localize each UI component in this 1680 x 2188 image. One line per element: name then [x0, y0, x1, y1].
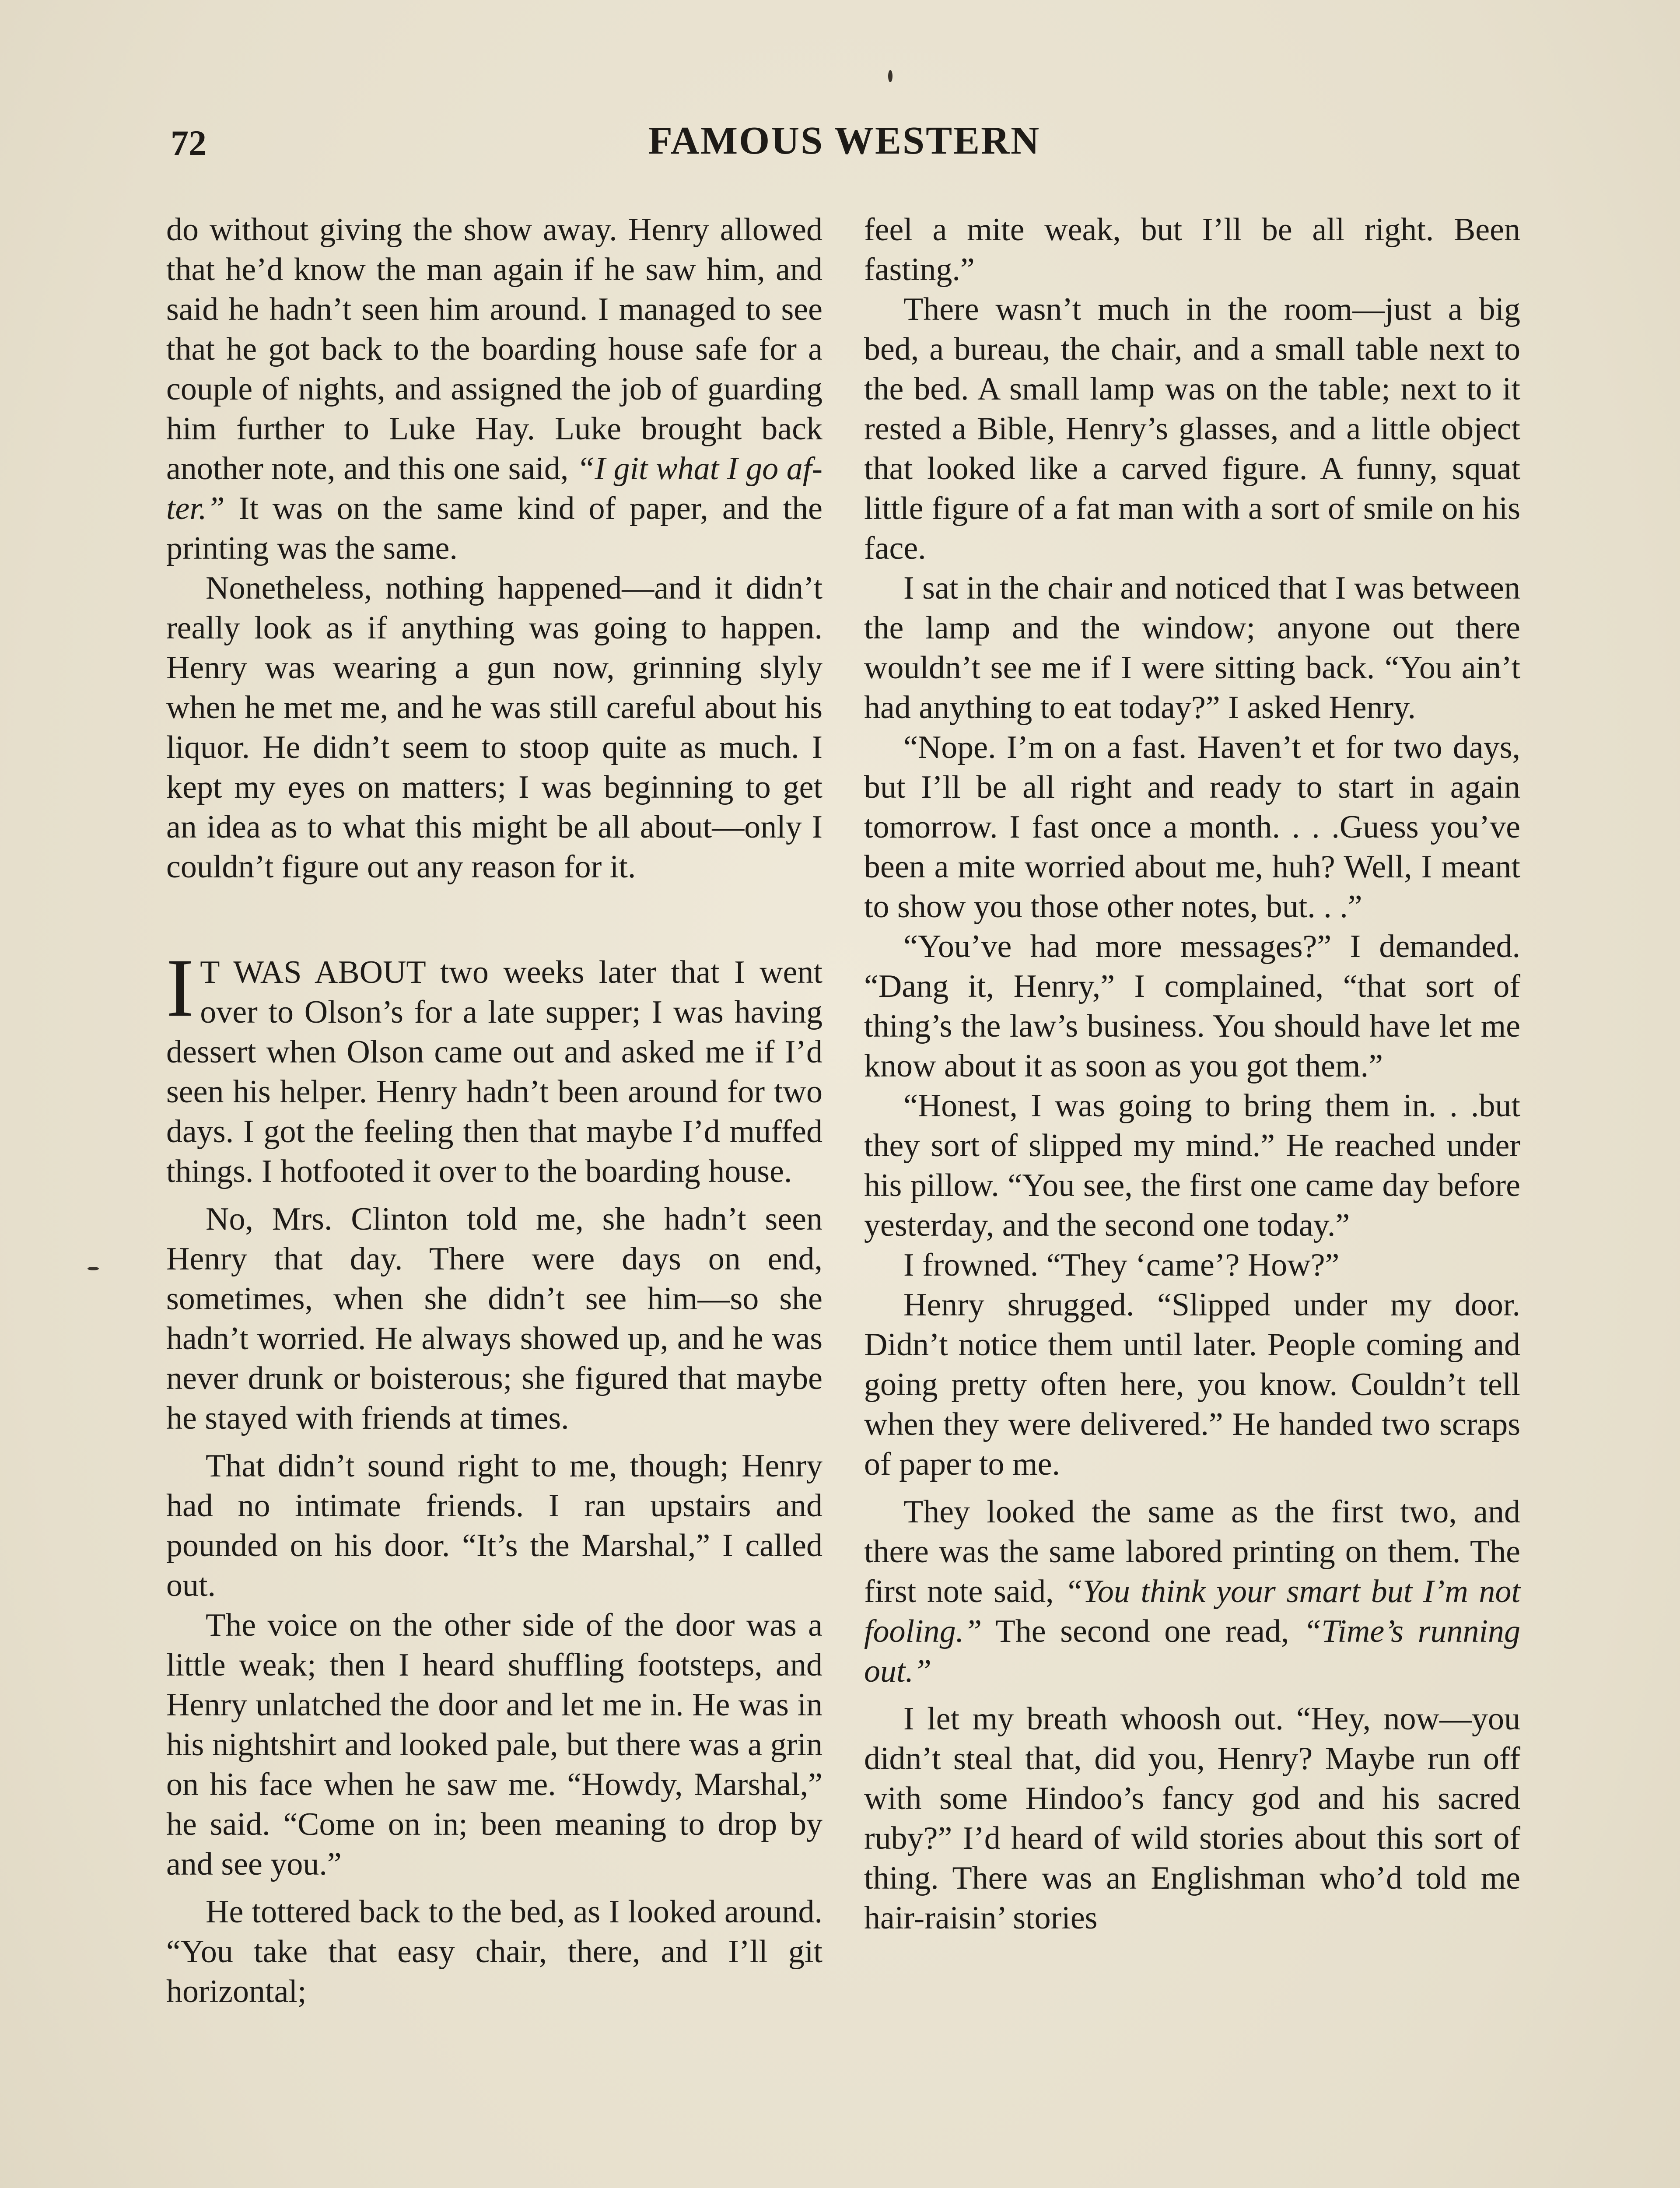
paragraph: feel a mite weak, but I’ll be all right. Been fasting.”	[864, 212, 1520, 288]
paragraph: do without giving the show away. Henry allowed that he’d know the man again if he saw him, and said he hadn’t seen him around. I managed to see that he got back to the boarding house safe for a couple of nights, and assigned the job of guarding him further to Luke Hay. Luke brought back another note, and this one said, “I git what I go after.” It was on the same kind of paper, and the printing was the same.	[166, 212, 822, 566]
right-column	[864, 210, 1520, 1938]
paragraph: “Nope. I’m on a fast. Haven’t et for two days, but I’ll be all right and ready to start in again tomorrow. I fast once a month. . . .Guess you’ve been a mite worried about me, huh? Well, I meant to show you those other notes, but. . .”	[864, 729, 1520, 925]
paragraph: “Honest, I was going to bring them in. . .but they sort of slipped my mind.” He reached under his pillow. “You see, the first one came day before yesterday, and the second one today.”	[864, 1088, 1520, 1243]
paragraph: That didn’t sound right to me, though; Henry had no intimate friends. I ran upstairs and pounded on his door. “It’s the Marshal,” I called out.	[166, 1448, 822, 1603]
left-column	[166, 210, 822, 2012]
print-speck	[88, 1267, 99, 1270]
paragraph: I let my breath whoosh out. “Hey, now—you didn’t steal that, did you, Henry? Maybe run off with some Hindoo’s fancy god and his sacred ruby?” I’d heard of wild stories about this sort of thing. There was an Englishman who’d told me hair-raisin’ stories	[864, 1701, 1520, 1936]
paragraph: They looked the same as the first two, and there was the same labored printing on them. The first note said, “You think your smart but I’m not fooling.” The second one read, “Time’s running out.”	[864, 1494, 1520, 1689]
paragraph: “You’ve had more messages?” I demanded. “Dang it, Henry,” I complained, “that sort of thing’s the law’s business. You should have let me know about it as soon as you got them.”	[864, 929, 1520, 1084]
page-header	[171, 118, 1518, 179]
paragraph: Nonetheless, nothing happened—and it didn’t really look as if anything was going to happen. Henry was wearing a gun now, grinning slyly when he met me, and he was still careful about his liquor. He didn’t seem to stoop quite as much. I kept my eyes on matters; I was beginning to get an idea as to what this might be all about—only I couldn’t figure out any reason for it.	[166, 570, 822, 885]
print-speck	[888, 70, 892, 82]
section-opening-paragraph: I T WAS ABOUT two weeks later that I went over to Olson’s for a late supper; I was having dessert when Olson came out and asked me if I’d seen his helper. Henry hadn’t been around for two days. I got the feeling then that maybe I’d muffed things. I hotfooted it over to the boarding house.	[166, 942, 822, 1189]
paragraph: The voice on the other side of the door was a little weak; then I heard shuffling footsteps, and Henry unlatched the door and let me in. He was in his nightshirt and looked pale, but there was a grin on his face when he saw me. “Howdy, Marshal,” he said. “Come on in; been meaning to drop by and see you.”	[166, 1607, 822, 1882]
page-number: 72	[171, 123, 206, 163]
paragraph: He tottered back to the bed, as I looked around. “You take that easy chair, there, and I’ll git horizontal;	[166, 1894, 822, 2009]
drop-cap: I	[166, 942, 194, 1034]
magazine-title: FAMOUS WESTERN	[648, 119, 1041, 162]
paragraph: I sat in the chair and noticed that I was between the lamp and the window; anyone out there wouldn’t see me if I were sitting back. “You ain’t had anything to eat today?” I asked Henry.	[864, 570, 1520, 726]
paragraph: No, Mrs. Clinton told me, she hadn’t seen Henry that day. There were days on end, sometimes, when she didn’t see him—so she hadn’t worried. He always showed up, and he was never drunk or boisterous; she figured that maybe he stayed with friends at times.	[166, 1201, 822, 1436]
paragraph: Henry shrugged. “Slipped under my door. Didn’t notice them until later. People coming and going pretty often here, you know. Couldn’t tell when they were delivered.” He handed two scraps of paper to me.	[864, 1287, 1520, 1482]
opening-words: T WAS ABOUT	[200, 954, 426, 990]
paragraph: There wasn’t much in the room—just a big bed, a bureau, the chair, and a small table next to the bed. A small lamp was on the table; next to it rested a Bible, Henry’s glasses, and a little object that looked like a carved figure. A funny, squat little figure of a fat man with a sort of smile on his face.	[864, 291, 1520, 566]
paragraph: I frowned. “They ‘came’? How?”	[903, 1247, 1340, 1283]
